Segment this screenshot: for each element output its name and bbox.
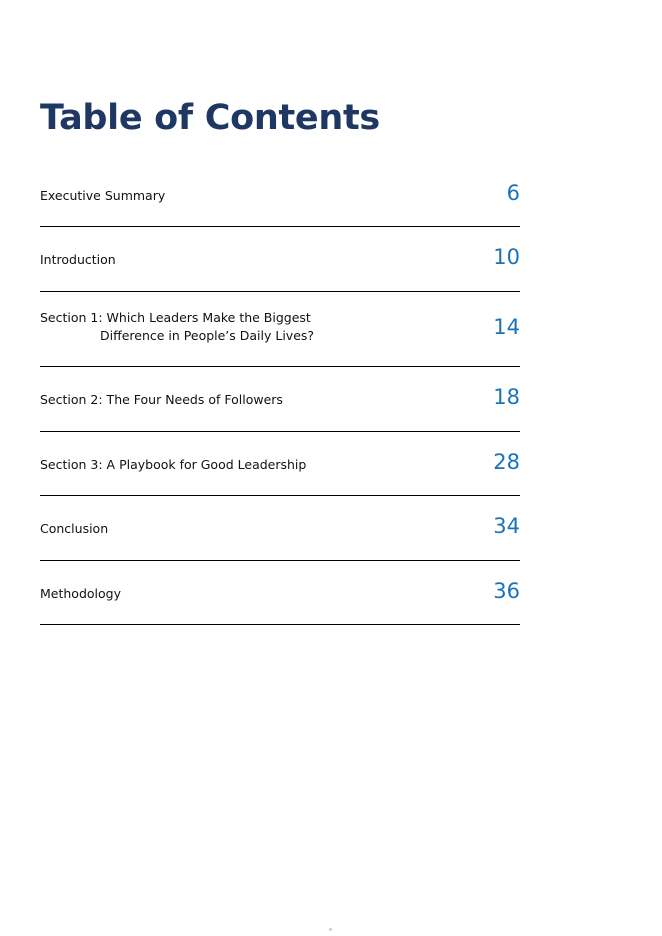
toc-entry-label: Executive Summary: [40, 188, 166, 203]
toc-entry-page-number: 6: [506, 181, 520, 205]
toc-entry-label: Methodology: [40, 586, 121, 601]
toc-entry-page-number: 28: [493, 450, 520, 474]
toc-entry-section-3[interactable]: [40, 432, 520, 496]
toc-entry-page-number: 36: [493, 579, 520, 603]
toc-entry-page-number: 10: [493, 245, 520, 269]
toc-entry-section-2[interactable]: [40, 367, 520, 432]
toc-entry-executive-summary[interactable]: [40, 162, 520, 227]
toc-entry-label-continuation: Difference in People’s Daily Lives?: [100, 328, 315, 343]
toc-entry-section-1[interactable]: [40, 292, 520, 367]
toc-entry-conclusion[interactable]: [40, 496, 520, 561]
page-title: Table of Contents: [40, 98, 380, 138]
table-of-contents: [40, 162, 520, 625]
toc-entry-label: Conclusion: [40, 521, 109, 536]
toc-entry-label: Section 2: The Four Needs of Followers: [40, 392, 283, 407]
toc-entry-label: Introduction: [40, 252, 116, 267]
toc-entry-page-number: 18: [493, 385, 520, 409]
toc-entry-label: Section 1: Which Leaders Make the Biggest: [40, 310, 311, 325]
toc-entry-methodology[interactable]: [40, 561, 520, 625]
toc-entry-page-number: 34: [493, 514, 520, 538]
toc-entry-label: Section 3: A Playbook for Good Leadership: [40, 457, 307, 472]
toc-entry-introduction[interactable]: [40, 227, 520, 292]
toc-entry-label-multiline: [40, 309, 314, 345]
toc-entry-page-number: 14: [493, 315, 520, 339]
footer-dot: [329, 928, 332, 931]
